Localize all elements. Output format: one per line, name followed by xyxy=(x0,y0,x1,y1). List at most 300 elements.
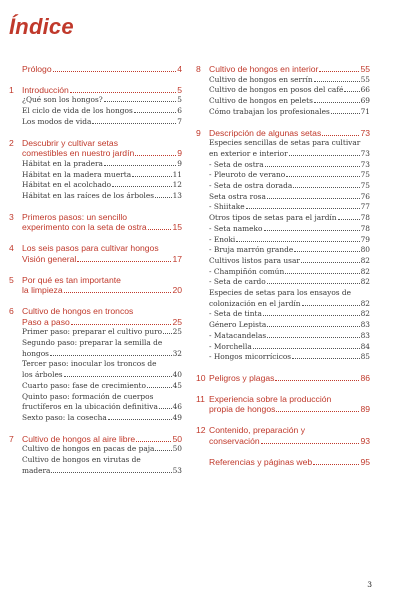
section-heading-lines xyxy=(22,212,182,233)
entry-text: - Champiñón común xyxy=(209,266,285,276)
dot-leader xyxy=(50,355,172,356)
toc-entry[interactable] xyxy=(22,413,182,424)
entry-text: Seta ostra rosa xyxy=(209,191,266,201)
toc-entry[interactable] xyxy=(22,170,182,181)
dot-leader xyxy=(148,229,172,230)
section-heading[interactable] xyxy=(9,243,182,264)
section-heading-lines xyxy=(209,128,370,139)
dot-leader xyxy=(155,450,171,451)
section-heading-lines xyxy=(209,373,370,384)
toc-entry[interactable] xyxy=(22,327,182,338)
dot-leader xyxy=(147,387,172,388)
entry-page-number: 6 xyxy=(177,106,182,116)
entry-text: Hábitat en las raíces de los árboles xyxy=(22,191,155,201)
section-heading-text: propia de hongos xyxy=(209,404,276,415)
toc-entry[interactable] xyxy=(209,138,370,159)
section-heading[interactable] xyxy=(196,64,370,75)
entry-text: Cultivos listos para usar xyxy=(209,255,300,265)
dot-leader xyxy=(313,464,359,465)
toc-entry[interactable] xyxy=(22,444,182,455)
dot-leader xyxy=(104,165,176,166)
section-heading-line xyxy=(209,425,370,436)
section-heading-lines xyxy=(22,64,182,75)
dot-leader xyxy=(92,123,176,124)
dot-leader xyxy=(135,155,176,156)
dot-leader xyxy=(236,241,359,242)
toc-entry[interactable] xyxy=(209,288,370,309)
entry-line xyxy=(209,256,370,267)
entry-text: - Morchella xyxy=(209,341,252,351)
toc-entry[interactable] xyxy=(209,245,370,256)
section-heading-line xyxy=(22,434,182,445)
entry-line xyxy=(209,192,370,203)
dot-leader xyxy=(276,411,359,412)
entry-text: Sexto paso: la cosecha xyxy=(22,412,107,422)
section-number: 1 xyxy=(9,84,14,95)
entry-page-number: 49 xyxy=(172,412,182,422)
toc-section[interactable] xyxy=(9,275,182,296)
entry-line xyxy=(22,106,182,117)
entry-text: los árboles xyxy=(22,370,63,380)
entry-line xyxy=(209,224,370,235)
dot-leader xyxy=(155,197,172,198)
dot-leader xyxy=(132,176,171,177)
entry-text: - Shiitake xyxy=(209,202,245,212)
dot-leader xyxy=(286,176,359,177)
section-heading-page-number: 93 xyxy=(360,435,370,446)
entry-text: - Bruja marrón grande xyxy=(209,245,294,255)
section-heading-lines xyxy=(22,434,182,445)
toc-section[interactable] xyxy=(196,394,370,415)
entry-text: en exterior e interior xyxy=(209,148,288,158)
entry-line xyxy=(209,85,370,96)
entry-line xyxy=(209,96,370,107)
entry-line xyxy=(209,170,370,181)
entry-line xyxy=(22,117,182,128)
entry-text: - Seta nameko xyxy=(209,223,263,233)
entry-line xyxy=(209,267,370,278)
section-number: 11 xyxy=(196,393,205,404)
toc-entry[interactable] xyxy=(22,159,182,170)
entry-text: - Seta de cardo xyxy=(209,277,266,287)
section-heading-lines xyxy=(22,243,182,264)
section-heading-lines xyxy=(22,275,182,296)
section-heading-page-number: 73 xyxy=(360,127,370,138)
toc-section[interactable] xyxy=(9,212,182,233)
entry-page-number: 78 xyxy=(360,223,370,233)
toc-entry[interactable] xyxy=(209,160,370,171)
toc-entry[interactable] xyxy=(209,181,370,192)
section-heading[interactable] xyxy=(9,306,182,327)
section-heading-text: Peligros y plagas xyxy=(209,372,275,383)
entry-page-number: 55 xyxy=(360,74,370,84)
section-heading-page-number: 9 xyxy=(177,148,182,159)
section-number: 2 xyxy=(9,137,14,148)
dot-leader xyxy=(134,112,177,113)
entry-text: El ciclo de vida de los hongos xyxy=(22,106,133,116)
toc-column-left xyxy=(9,64,182,477)
entry-text: Hábitat en el acolchado xyxy=(22,180,112,190)
entry-page-number: 45 xyxy=(172,380,182,390)
entry-text: - Pleuroto de verano xyxy=(209,170,286,180)
dot-leader xyxy=(344,91,359,92)
section-heading-line xyxy=(22,275,182,286)
entry-line xyxy=(22,95,182,106)
entry-page-number: 82 xyxy=(360,298,370,308)
toc-entry[interactable] xyxy=(22,381,182,392)
toc-section[interactable] xyxy=(9,85,182,128)
section-heading-text: Prólogo xyxy=(22,64,52,74)
toc-entry[interactable] xyxy=(209,75,370,86)
entry-text: Especies de setas para los ensayos de xyxy=(209,288,352,298)
section-heading-text: comestibles en nuestro jardín xyxy=(22,148,135,159)
toc-section[interactable] xyxy=(196,425,370,446)
dot-leader xyxy=(159,408,172,409)
section-heading-lines xyxy=(22,306,182,327)
toc-entry[interactable] xyxy=(209,352,370,363)
dot-leader xyxy=(322,135,359,136)
section-heading-page-number: 20 xyxy=(172,285,182,296)
dot-leader xyxy=(163,333,172,334)
section-heading-text: Por qué es tan importante xyxy=(22,274,121,285)
entry-line xyxy=(209,331,370,342)
toc-entry[interactable] xyxy=(209,213,370,224)
toc-entry[interactable] xyxy=(22,117,182,128)
dot-leader xyxy=(267,283,360,284)
entry-line xyxy=(209,299,370,310)
entry-text: Los modos de vida xyxy=(22,116,92,126)
dot-leader xyxy=(246,208,360,209)
dot-leader xyxy=(53,71,177,72)
entry-text: Primer paso: preparar el cultivo puro xyxy=(22,327,163,337)
section-heading-line xyxy=(22,138,182,149)
section-heading-line xyxy=(22,64,182,75)
entry-page-number: 12 xyxy=(172,180,182,190)
toc-section[interactable] xyxy=(196,373,370,384)
entry-line xyxy=(22,413,182,424)
entry-line xyxy=(22,180,182,191)
entry-text: Cultivo de hongos en virutas de xyxy=(22,455,141,465)
toc-section[interactable] xyxy=(9,243,182,264)
section-heading-line xyxy=(22,306,182,317)
entry-line xyxy=(209,149,370,160)
entry-line xyxy=(22,381,182,392)
entry-text: - Seta de ostra dorada xyxy=(209,181,293,191)
toc-entry[interactable] xyxy=(209,96,370,107)
section-heading-line xyxy=(209,436,370,447)
toc-column-right xyxy=(196,64,370,467)
toc-entry[interactable] xyxy=(22,191,182,202)
section-heading[interactable] xyxy=(9,434,182,445)
section-number: 4 xyxy=(9,243,14,254)
dot-leader xyxy=(108,419,172,420)
dot-leader xyxy=(112,186,172,187)
toc-section[interactable] xyxy=(196,128,370,363)
entry-page-number: 77 xyxy=(360,202,370,212)
entry-line xyxy=(22,444,182,455)
section-entries xyxy=(9,444,182,476)
entry-text: Cultivo de hongos en pelets xyxy=(209,96,313,106)
entry-text: - Enoki xyxy=(209,234,236,244)
entry-page-number: 82 xyxy=(360,277,370,287)
entry-line xyxy=(209,107,370,118)
toc-section[interactable] xyxy=(196,64,370,118)
section-heading-line xyxy=(22,285,182,296)
entry-page-number: 73 xyxy=(360,148,370,158)
section-heading-lines xyxy=(209,64,370,75)
section-heading[interactable] xyxy=(196,425,370,446)
dot-leader xyxy=(267,198,360,199)
toc-section[interactable] xyxy=(9,64,182,75)
dot-leader xyxy=(338,219,360,220)
section-heading-text: Primeros pasos: un sencillo xyxy=(22,211,128,222)
toc-section[interactable] xyxy=(9,434,182,477)
entry-line xyxy=(22,349,182,360)
toc-entry[interactable] xyxy=(22,392,182,413)
entry-line xyxy=(209,309,370,320)
toc-entry[interactable] xyxy=(22,359,182,380)
section-heading[interactable] xyxy=(9,138,182,159)
section-number: 10 xyxy=(196,372,206,383)
dot-leader xyxy=(64,292,172,293)
dot-leader xyxy=(51,472,171,473)
section-heading-text: Los seis pasos para cultivar hongos xyxy=(22,243,159,254)
section-heading-text: la limpieza xyxy=(22,285,63,296)
section-heading-page-number: 5 xyxy=(177,84,182,95)
section-entries xyxy=(9,327,182,423)
entry-line xyxy=(209,277,370,288)
section-heading-lines xyxy=(209,394,370,415)
entry-text: Cultivo de hongos en posos del café xyxy=(209,85,344,95)
entry-text: madera xyxy=(22,465,51,475)
entry-line xyxy=(22,170,182,181)
toc-entry[interactable] xyxy=(209,342,370,353)
dot-leader xyxy=(292,358,359,359)
entry-text: Quinto paso: formación de cuerpos xyxy=(22,391,154,401)
entry-text: Especies sencillas de setas para cultivar xyxy=(209,138,361,148)
dot-leader xyxy=(253,348,360,349)
entry-page-number: 25 xyxy=(172,327,182,337)
entry-line xyxy=(209,245,370,256)
entry-page-number: 69 xyxy=(360,96,370,106)
toc-entry[interactable] xyxy=(209,192,370,203)
toc-entry[interactable] xyxy=(209,309,370,320)
entry-page-number: 40 xyxy=(172,370,182,380)
entry-text: Género Lepista xyxy=(209,320,267,330)
dot-leader xyxy=(293,187,359,188)
entry-line xyxy=(209,181,370,192)
section-heading-line xyxy=(22,254,182,265)
dot-leader xyxy=(301,262,360,263)
section-number: 6 xyxy=(9,305,14,316)
entry-text: ¿Qué son los hongos? xyxy=(22,95,103,105)
dot-leader xyxy=(265,166,360,167)
section-heading-text: Descubrir y cultivar setas xyxy=(22,137,118,148)
toc-entry[interactable] xyxy=(209,170,370,181)
entry-page-number: 32 xyxy=(172,348,182,358)
entry-line xyxy=(209,202,370,213)
section-heading[interactable] xyxy=(196,457,370,468)
section-heading-line xyxy=(209,457,370,468)
section-heading-page-number: 86 xyxy=(360,372,370,383)
toc-entry[interactable] xyxy=(22,95,182,106)
entry-text: Segundo paso: preparar la semilla de xyxy=(22,338,163,348)
toc-entry[interactable] xyxy=(209,224,370,235)
toc-entry[interactable] xyxy=(22,106,182,117)
toc-entry[interactable] xyxy=(209,107,370,118)
section-heading[interactable] xyxy=(196,128,370,139)
toc-entry[interactable] xyxy=(209,85,370,96)
entry-page-number: 46 xyxy=(172,402,182,412)
entry-line xyxy=(22,359,182,370)
section-heading-line xyxy=(22,85,182,96)
entry-text: - Matacandelas xyxy=(209,330,267,340)
toc-entry[interactable] xyxy=(22,180,182,191)
section-heading-text: Paso a paso xyxy=(22,316,70,327)
section-heading-page-number: 89 xyxy=(360,404,370,415)
entry-page-number: 50 xyxy=(172,444,182,454)
section-heading-text: Descripción de algunas setas xyxy=(209,127,322,138)
section-heading-page-number: 95 xyxy=(360,456,370,467)
section-number: 9 xyxy=(196,127,201,138)
entry-page-number: 75 xyxy=(360,170,370,180)
entry-line xyxy=(22,392,182,403)
toc-section[interactable] xyxy=(9,138,182,202)
entry-page-number: 73 xyxy=(360,159,370,169)
entry-page-number: 66 xyxy=(360,85,370,95)
section-heading[interactable] xyxy=(9,64,182,75)
section-heading-page-number: 15 xyxy=(172,222,182,233)
entry-line xyxy=(209,320,370,331)
entry-line xyxy=(209,288,370,299)
entry-line xyxy=(209,75,370,86)
entry-line xyxy=(209,138,370,149)
toc-entry[interactable] xyxy=(209,320,370,331)
section-heading-lines xyxy=(209,457,370,468)
dot-leader xyxy=(263,315,360,316)
toc-entry[interactable] xyxy=(22,455,182,476)
section-heading-line xyxy=(209,128,370,139)
entry-page-number: 84 xyxy=(360,341,370,351)
section-heading[interactable] xyxy=(9,85,182,96)
section-heading-line xyxy=(22,317,182,328)
section-entries xyxy=(9,159,182,202)
toc-entry[interactable] xyxy=(209,202,370,213)
entry-page-number: 82 xyxy=(360,309,370,319)
entry-line xyxy=(209,352,370,363)
section-heading-text: experimento con la seta de ostra xyxy=(22,222,147,233)
toc-entry[interactable] xyxy=(209,277,370,288)
toc-section[interactable] xyxy=(196,457,370,468)
toc-entry[interactable] xyxy=(209,331,370,342)
entry-page-number: 78 xyxy=(360,213,370,223)
section-heading-line xyxy=(22,212,182,223)
toc-entry[interactable] xyxy=(209,267,370,278)
section-entries xyxy=(196,75,370,118)
section-heading-line xyxy=(22,148,182,159)
dot-leader xyxy=(104,101,177,102)
entry-text: Cuarto paso: fase de crecimiento xyxy=(22,380,146,390)
entry-page-number: 5 xyxy=(177,95,182,105)
section-heading-text: Visión general xyxy=(22,253,77,264)
dot-leader xyxy=(264,230,360,231)
dot-leader xyxy=(302,305,360,306)
entry-line xyxy=(209,235,370,246)
dot-leader xyxy=(136,441,171,442)
section-heading-line xyxy=(209,404,370,415)
entry-line xyxy=(209,342,370,353)
dot-leader xyxy=(319,71,359,72)
entry-page-number: 82 xyxy=(360,266,370,276)
section-heading-text: conservación xyxy=(209,435,260,446)
entry-text: Tercer paso: inocular los troncos de xyxy=(22,359,157,369)
entry-page-number: 76 xyxy=(360,191,370,201)
entry-text: Hábitat en la pradera xyxy=(22,158,103,168)
toc-entry[interactable] xyxy=(22,338,182,359)
page-number: 3 xyxy=(367,580,372,589)
dot-leader xyxy=(331,113,360,114)
entry-text: Cómo trabajan los profesionales xyxy=(209,106,330,116)
dot-leader xyxy=(289,155,360,156)
entry-page-number: 13 xyxy=(172,191,182,201)
section-heading[interactable] xyxy=(9,212,182,233)
toc-entry[interactable] xyxy=(209,256,370,267)
section-number: 8 xyxy=(196,64,201,74)
entry-text: Hábitat en la madera muerta xyxy=(22,169,132,179)
section-heading[interactable] xyxy=(196,394,370,415)
section-heading-text: Contenido, preparación y xyxy=(209,425,306,436)
dot-leader xyxy=(71,324,172,325)
entry-line xyxy=(209,160,370,171)
section-heading-page-number: 50 xyxy=(172,433,182,444)
entry-page-number: 79 xyxy=(360,234,370,244)
entry-text: colonización en el jardín xyxy=(209,298,301,308)
entry-line xyxy=(22,191,182,202)
toc-entry[interactable] xyxy=(209,235,370,246)
entry-line xyxy=(22,466,182,477)
dot-leader xyxy=(314,102,360,103)
entry-line xyxy=(22,159,182,170)
section-number: 7 xyxy=(9,433,14,444)
entry-line xyxy=(209,213,370,224)
section-heading-line xyxy=(209,373,370,384)
entry-page-number: 53 xyxy=(172,465,182,475)
section-heading-lines xyxy=(22,85,182,96)
section-heading-lines xyxy=(22,138,182,159)
section-heading-text: Introducción xyxy=(22,84,69,95)
section-number: 3 xyxy=(9,211,14,222)
section-heading-page-number: 4 xyxy=(177,64,182,74)
section-heading-text: Cultivo de hongos al aire libre xyxy=(22,433,136,444)
section-heading-text: Referencias y páginas web xyxy=(209,456,313,467)
entry-page-number: 83 xyxy=(360,330,370,340)
dot-leader xyxy=(294,251,359,252)
entry-line xyxy=(22,338,182,349)
section-heading[interactable] xyxy=(196,373,370,384)
entry-text: Cultivo de hongos en pacas de paja xyxy=(22,444,155,454)
entry-line xyxy=(22,402,182,413)
section-heading-line xyxy=(209,394,370,405)
dot-leader xyxy=(267,326,359,327)
entry-page-number: 83 xyxy=(360,320,370,330)
section-heading-line xyxy=(22,243,182,254)
section-entries xyxy=(196,138,370,363)
dot-leader xyxy=(275,380,359,381)
dot-leader xyxy=(70,92,176,93)
section-entries xyxy=(9,95,182,127)
section-heading[interactable] xyxy=(9,275,182,296)
toc-section[interactable] xyxy=(9,306,182,424)
